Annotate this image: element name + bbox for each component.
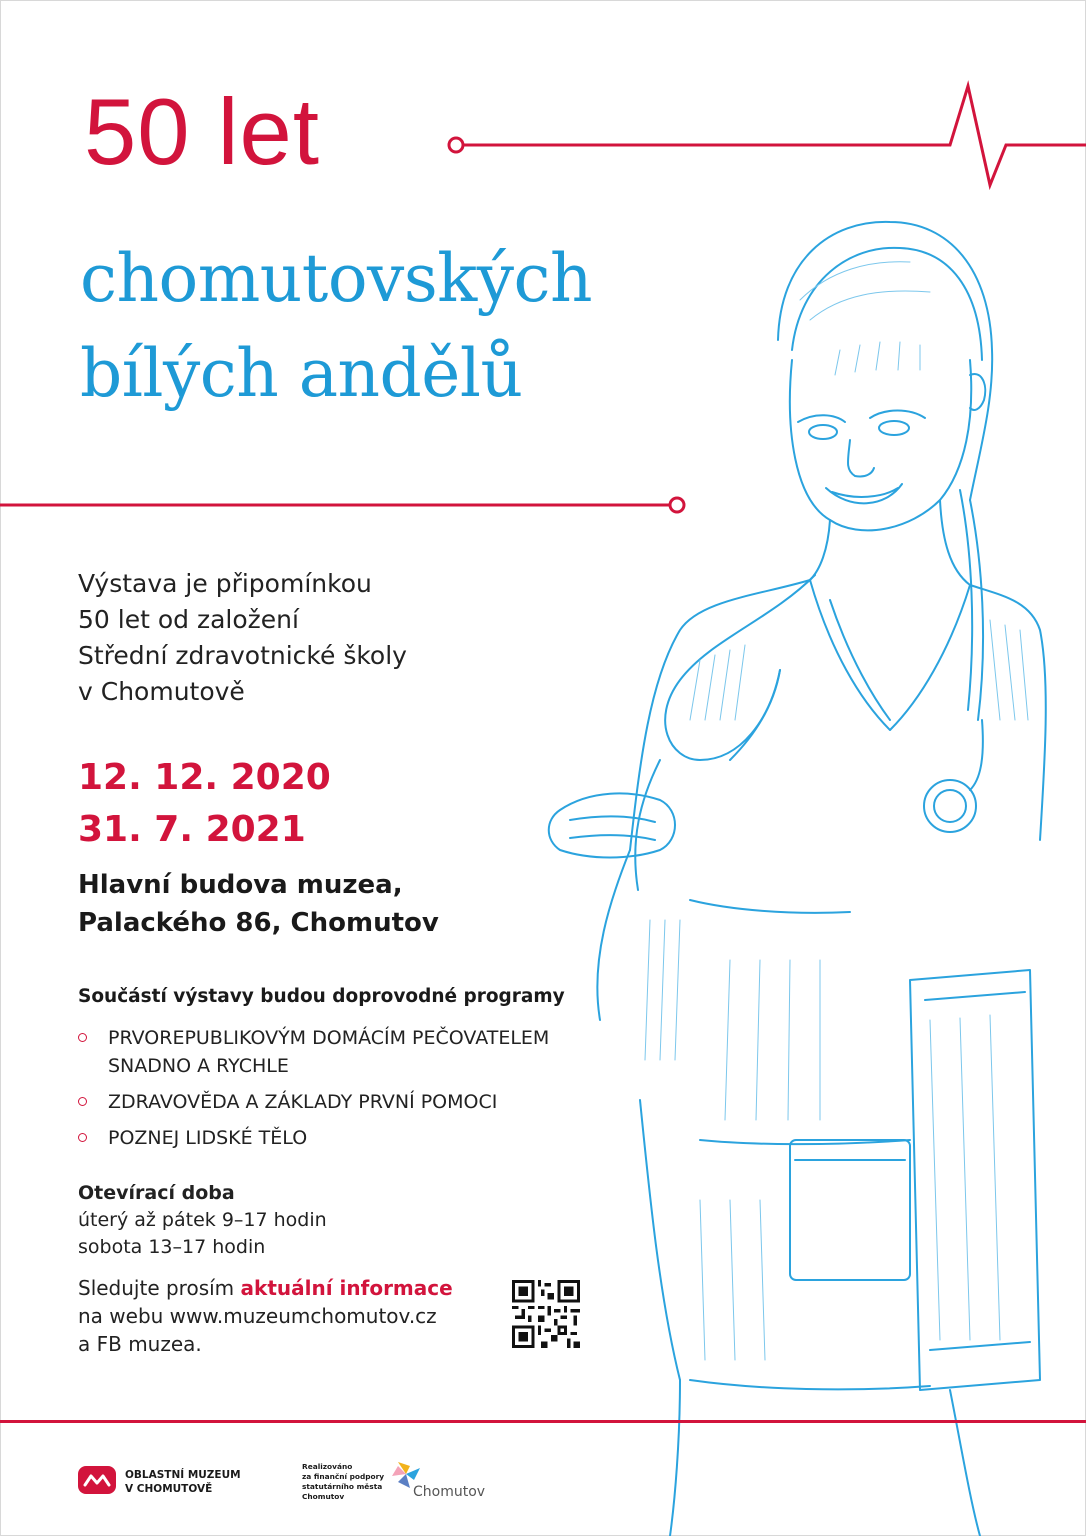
sponsor-line: Realizováno xyxy=(302,1462,353,1471)
opening-hours-weekdays: úterý až pátek 9–17 hodin xyxy=(78,1209,327,1231)
program-item-label: PRVOREPUBLIKOVÝM DOMÁCÍM PEČOVATELEM SNADNO A RYCHLE xyxy=(108,1027,550,1077)
date-start: 12. 12. 2020 xyxy=(78,757,331,798)
museum-logo-icon xyxy=(78,1466,116,1494)
date-end: 31. 7. 2021 xyxy=(78,809,306,850)
intro-paragraph xyxy=(78,566,407,710)
opening-hours xyxy=(78,1180,327,1261)
intro-line: 50 let od založení xyxy=(78,605,299,634)
programs-list xyxy=(78,1024,638,1160)
opening-hours-saturday: sobota 13–17 hodin xyxy=(78,1236,266,1258)
info-highlight-link[interactable]: aktuální informace xyxy=(240,1276,453,1300)
opening-hours-heading: Otevírací doba xyxy=(78,1182,235,1204)
info-text xyxy=(78,1274,453,1358)
heartbeat-line xyxy=(449,86,1086,185)
programs-heading: Součástí výstavy budou doprovodné programy xyxy=(78,986,565,1007)
intro-line: v Chomutově xyxy=(78,677,245,706)
museum-name-line-1: OBLASTNÍ MUZEUM xyxy=(125,1469,241,1481)
bullet-circle-icon xyxy=(78,1033,87,1042)
title-line-1: chomutovských xyxy=(80,240,592,317)
program-item-label: POZNEJ LIDSKÉ TĚLO xyxy=(108,1127,308,1149)
info-line-1 xyxy=(78,1274,453,1302)
museum-name-line-2: V CHOMUTOVĚ xyxy=(125,1483,213,1495)
nurse-illustration xyxy=(530,200,1050,1536)
sponsor-line: statutárního města xyxy=(302,1482,383,1491)
bullet-circle-icon xyxy=(78,1133,87,1142)
footer-divider xyxy=(0,1420,1086,1423)
info-web[interactable]: na webu www.muzeumchomutov.cz xyxy=(78,1304,437,1328)
program-item xyxy=(78,1024,638,1080)
venue-line-2: Palackého 86, Chomutov xyxy=(78,908,439,938)
sponsor-line: Chomutov xyxy=(302,1492,345,1501)
exhibition-dates xyxy=(78,752,331,856)
title-years: 50 let xyxy=(84,79,320,184)
program-item xyxy=(78,1124,638,1152)
qr-code-icon[interactable] xyxy=(512,1280,580,1348)
info-fb: a FB muzea. xyxy=(78,1332,202,1356)
info-prefix: Sledujte prosím xyxy=(78,1276,241,1300)
venue-line-1: Hlavní budova muzea, xyxy=(78,870,403,900)
sponsor-note xyxy=(302,1462,384,1502)
museum-name xyxy=(125,1468,241,1496)
venue-address xyxy=(78,866,439,942)
bullet-circle-icon xyxy=(78,1097,87,1106)
program-item-label: ZDRAVOVĚDA A ZÁKLADY PRVNÍ POMOCI xyxy=(108,1091,498,1113)
sponsor-line: za finanční podpory xyxy=(302,1472,385,1481)
title-line-2: bílých andělů xyxy=(80,335,523,412)
intro-line: Střední zdravotnické školy xyxy=(78,641,407,670)
intro-line: Výstava je připomínkou xyxy=(78,569,372,598)
city-name: Chomutov xyxy=(413,1484,486,1500)
program-item xyxy=(78,1088,638,1116)
